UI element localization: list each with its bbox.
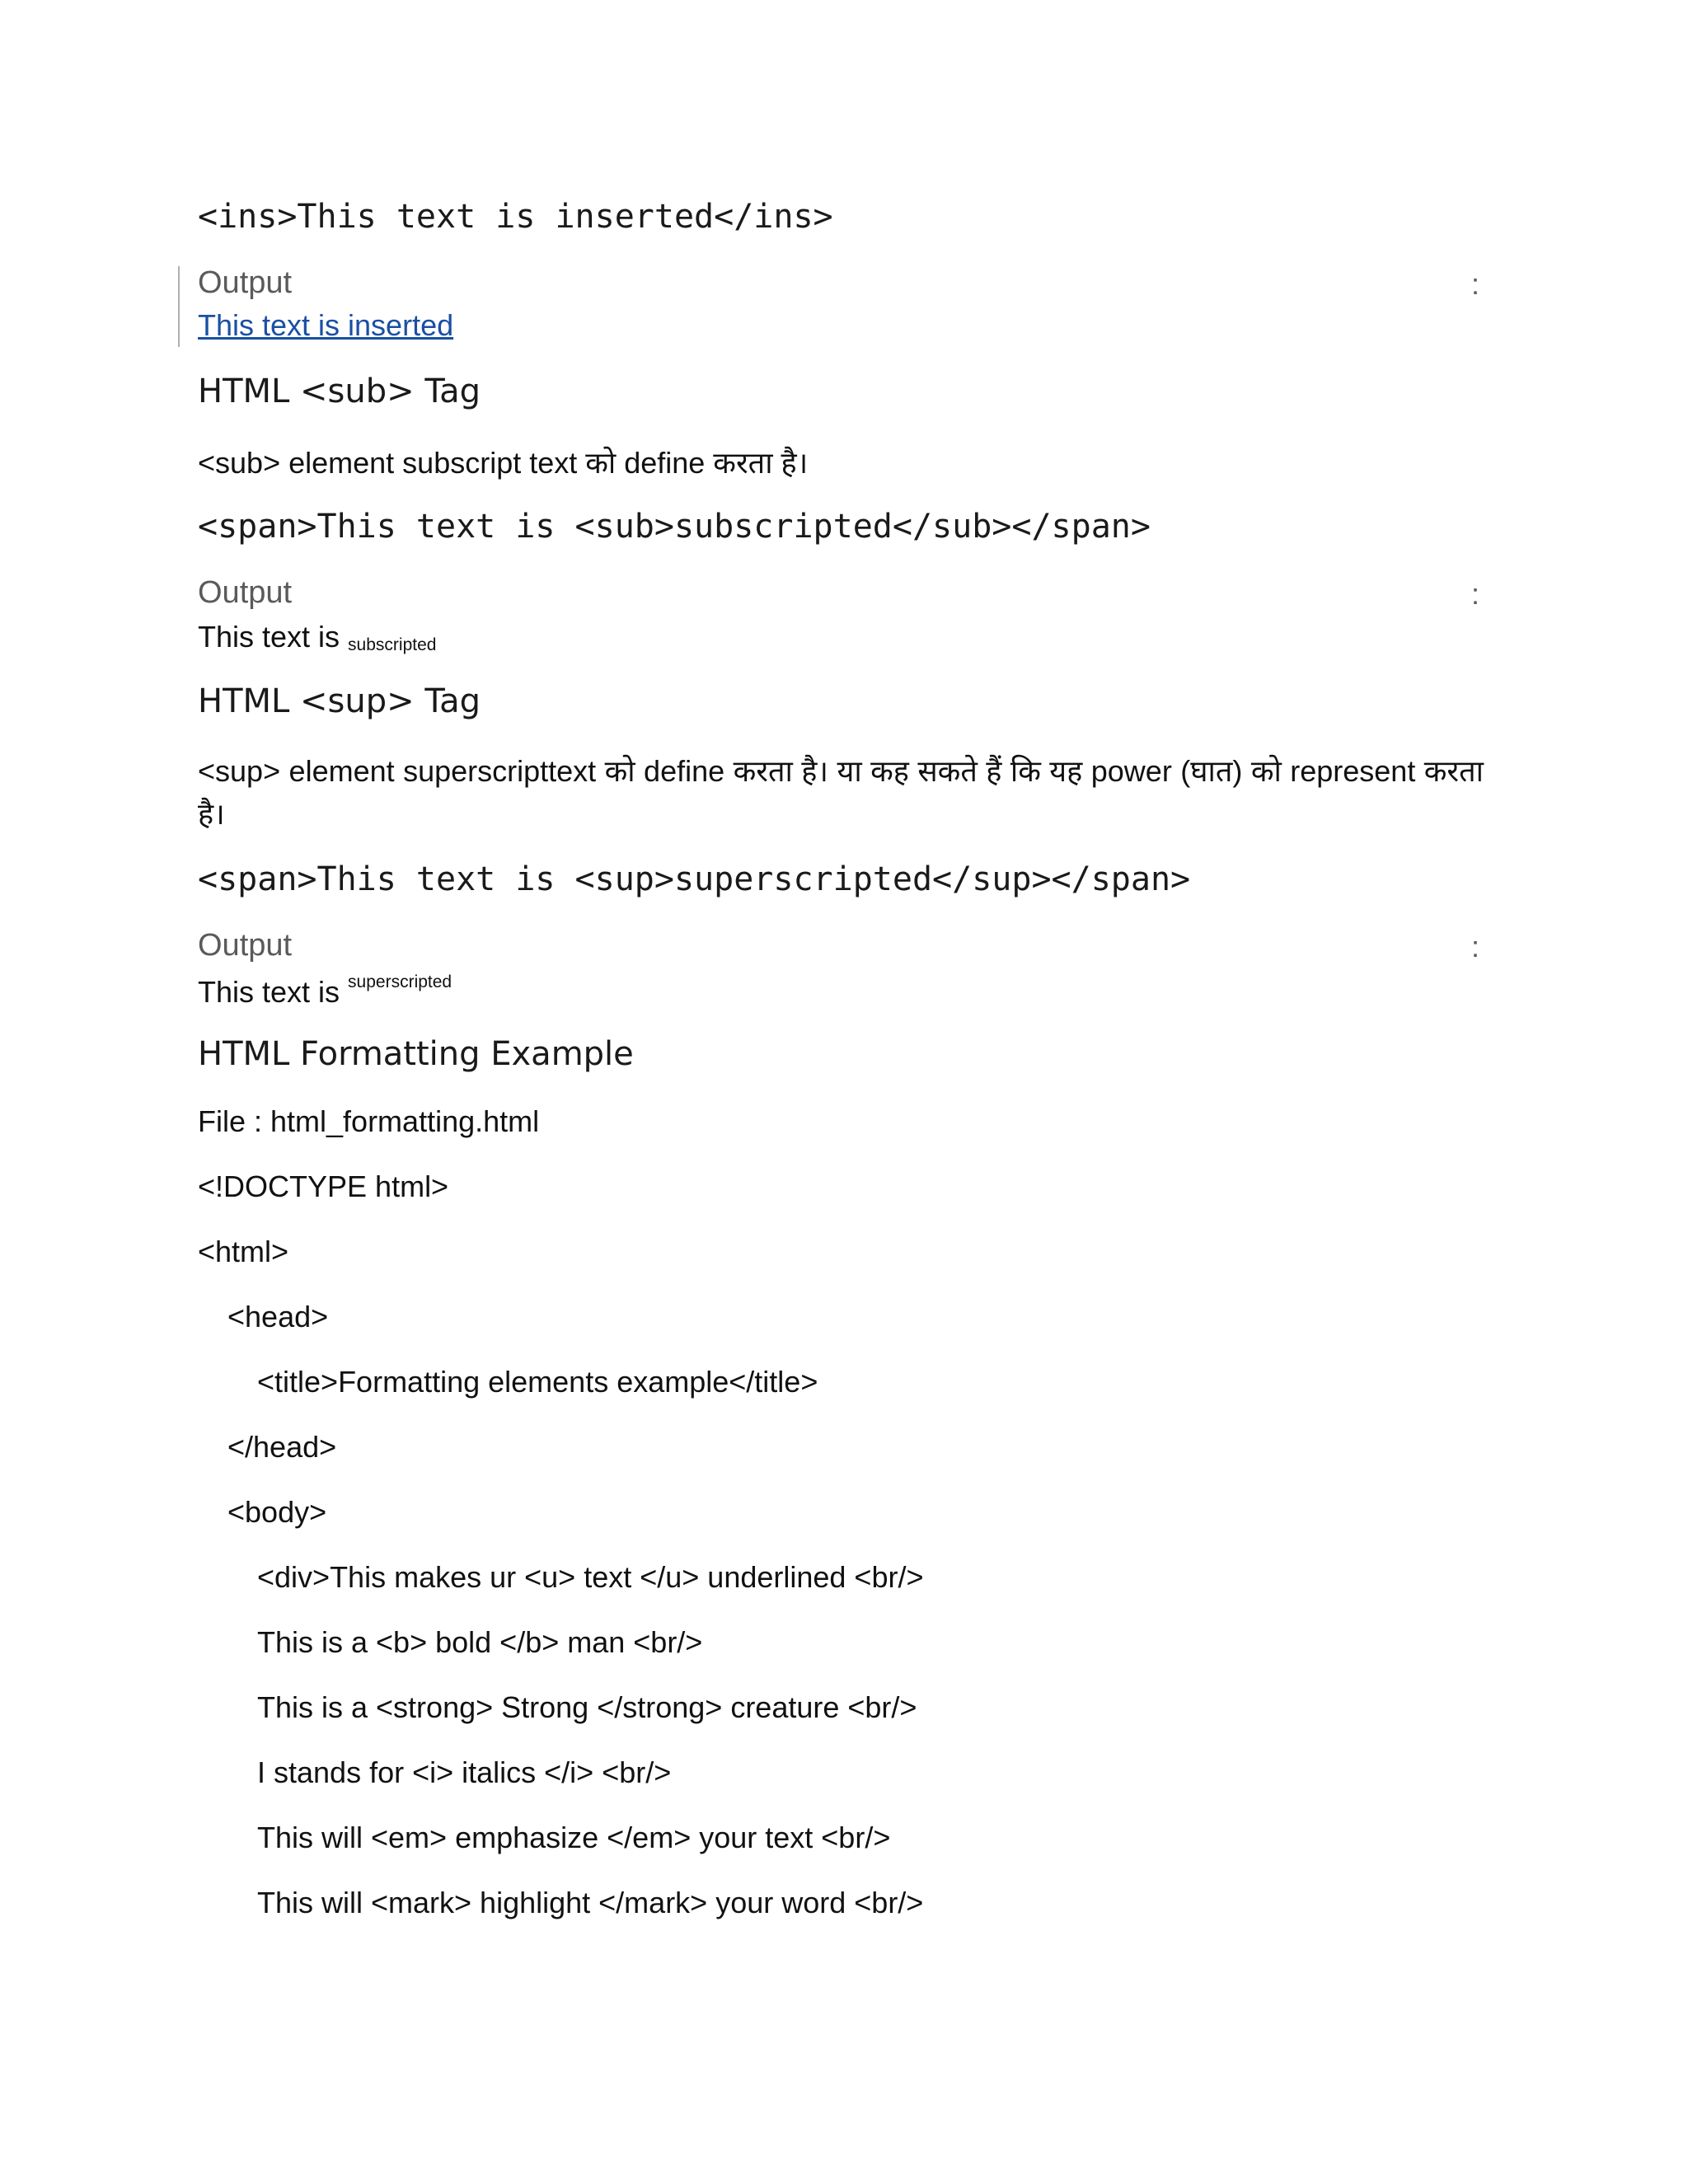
document-page bbox=[198, 0, 1484, 2184]
sup-description: <sup> element superscripttext को define करता है। या कह सकते हैं कि यह power (घात) को represent करता है। bbox=[198, 754, 1484, 831]
ins-output-menu[interactable]: : bbox=[1471, 267, 1480, 301]
code-line: <head> bbox=[227, 1300, 329, 1333]
code-line: I stands for <i> italics </i> <br/> bbox=[257, 1755, 672, 1789]
ins-output-label: Output bbox=[198, 265, 293, 300]
code-line: </head> bbox=[227, 1430, 337, 1464]
example-heading: HTML Formatting Example bbox=[198, 1035, 634, 1073]
code-line: This is a <strong> Strong </strong> creature <br/> bbox=[257, 1690, 917, 1724]
code-line: <div>This makes ur <u> text </u> underlined <br/> bbox=[257, 1560, 924, 1594]
sub-description: <sub> element subscript text को define करता है। bbox=[198, 446, 809, 480]
inserted-text: This text is inserted bbox=[198, 308, 454, 342]
sub-heading: HTML <sub> Tag bbox=[198, 373, 481, 410]
code-line: <body> bbox=[227, 1495, 327, 1529]
code-line: <html> bbox=[198, 1235, 289, 1268]
sup-heading: HTML <sup> Tag bbox=[198, 682, 481, 720]
sub-output-prefix: This text is bbox=[198, 620, 349, 654]
code-line: This will <mark> highlight </mark> your word <br/> bbox=[257, 1886, 924, 1919]
subscripted-text: subscripted bbox=[348, 635, 437, 654]
sub-code-line: <span>This text is <sub>subscripted</sub></span> bbox=[198, 508, 1151, 546]
sup-code-line: <span>This text is <sup>superscripted</sup></span> bbox=[198, 860, 1191, 898]
code-line: <title>Formatting elements example</title> bbox=[257, 1365, 818, 1399]
sup-output-prefix: This text is bbox=[198, 975, 349, 1009]
sup-output-text bbox=[198, 972, 452, 1010]
code-line: <!DOCTYPE html> bbox=[198, 1169, 449, 1203]
sup-output-label: Output bbox=[198, 928, 293, 963]
sup-output-menu[interactable]: : bbox=[1471, 930, 1480, 963]
example-file-line: File : html_formatting.html bbox=[198, 1104, 540, 1138]
code-line: This will <em> emphasize </em> your text <br/> bbox=[257, 1821, 891, 1854]
sub-output-label: Output bbox=[198, 575, 293, 610]
output-block-bar bbox=[178, 266, 180, 347]
superscripted-text: superscripted bbox=[348, 972, 452, 991]
sub-output-text bbox=[198, 620, 436, 655]
sub-output-menu[interactable]: : bbox=[1471, 577, 1480, 611]
code-line: This is a <b> bold </b> man <br/> bbox=[257, 1625, 703, 1659]
ins-output-text bbox=[198, 308, 453, 343]
ins-code-line: <ins>This text is inserted</ins> bbox=[198, 198, 833, 236]
